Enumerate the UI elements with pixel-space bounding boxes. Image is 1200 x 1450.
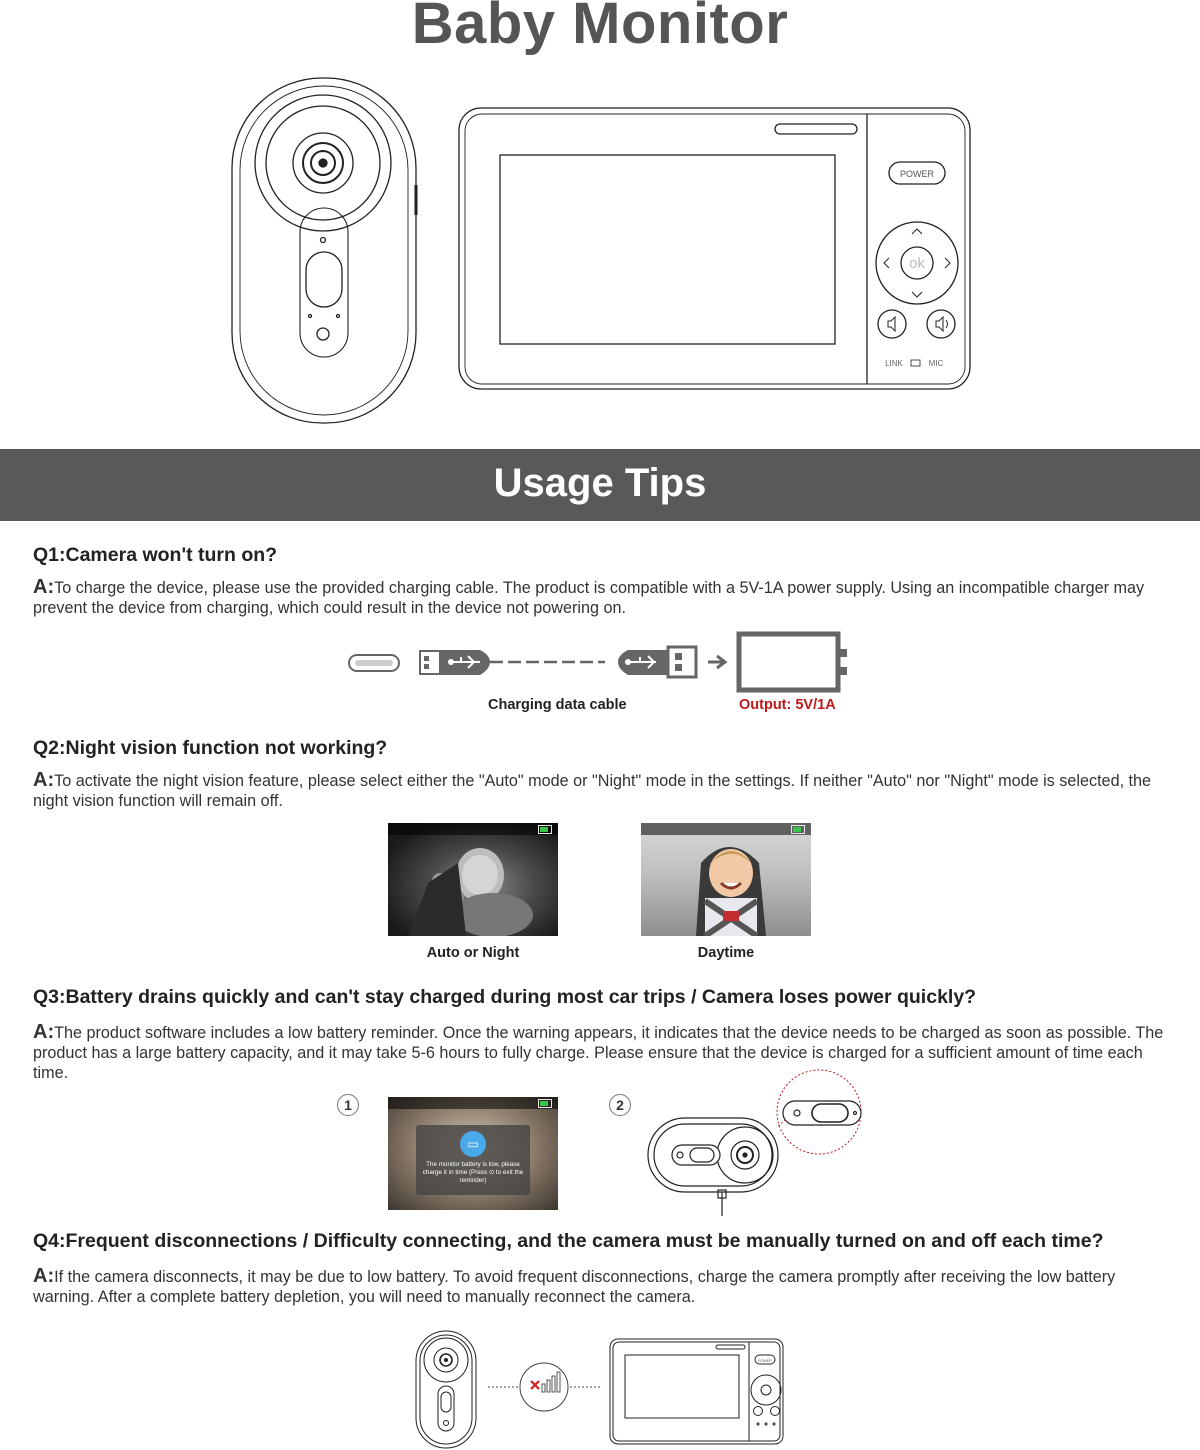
night-caption: Auto or Night (426, 945, 520, 961)
reminder-text: The monitor battery is low, please charge it in time (Press ⊙ to exit the reminder) (422, 1161, 524, 1184)
hero-illustration (0, 70, 1200, 440)
answer-prefix: A: (33, 1265, 55, 1287)
daytime-photo (641, 823, 811, 936)
low-battery-icon: ▭ (460, 1131, 486, 1157)
q4-answer-text: If the camera disconnects, it may be due to low battery. To avoid frequent disconnections, charge the camera promptly after receiving the low battery warning. After a complete battery depletion, you will need to manually reconnect the camera. (33, 1268, 1116, 1306)
step-2-badge: 2 (609, 1094, 631, 1116)
charging-illustration (340, 625, 860, 700)
q2-answer-text: To activate the night vision feature, please select either the "Auto" mode or "Night" mode in the settings. If neither "Auto" nor "Night" mode is selected, the night vision function will remain off. (33, 772, 1152, 810)
camera-icon (648, 1118, 778, 1216)
q2-answer (33, 770, 1173, 811)
camera-power-switch-illustration (640, 1068, 870, 1218)
camera-icon (232, 78, 416, 423)
answer-prefix: A: (33, 576, 55, 598)
usb-plug-icon (618, 647, 696, 677)
cable-caption: Charging data cable (488, 697, 627, 713)
night-vision-photo (388, 823, 558, 936)
volume-up-icon (927, 310, 955, 338)
q1-answer (33, 577, 1173, 618)
banner-title: Usage Tips (493, 461, 707, 505)
disconnection-illustration (410, 1328, 790, 1450)
power-button-label: POWER (758, 1359, 772, 1363)
q2-question: Q2:Night vision function not working? (33, 737, 388, 759)
q1-question: Q1:Camera won't turn on? (33, 544, 278, 566)
q3-question: Q3:Battery drains quickly and can't stay charged during most car trips / Camera loses power quickly? (33, 986, 977, 1008)
usb-c-plug-icon (349, 655, 399, 671)
camera-status-bar (388, 823, 558, 835)
answer-prefix: A: (33, 1021, 55, 1043)
ok-button-label: ok (909, 255, 925, 272)
answer-prefix: A: (33, 769, 55, 791)
power-button-label: POWER (899, 169, 935, 179)
q3-answer (33, 1022, 1173, 1083)
step-1-badge: 1 (337, 1094, 359, 1116)
camera-status-bar (641, 823, 811, 835)
battery-icon (538, 825, 552, 834)
output-caption: Output: 5V/1A (739, 697, 836, 713)
battery-icon (538, 1099, 552, 1108)
low-battery-popup (416, 1125, 530, 1195)
camera-status-bar (388, 1097, 558, 1109)
no-signal-icon (520, 1363, 568, 1411)
page-title: Baby Monitor (411, 0, 789, 56)
usb-plug-icon (420, 650, 490, 675)
q1-answer-text: To charge the device, please use the provided charging cable. The product is compatible with a 5V-1A power supply. Using an incompatible charger may prevent the device from charging, which could result in the device not powering on. (33, 579, 1145, 617)
q4-answer (33, 1266, 1173, 1307)
low-battery-screen (388, 1097, 558, 1210)
monitor-icon (459, 108, 970, 389)
monitor-icon (610, 1339, 783, 1444)
charger-icon (739, 634, 847, 690)
battery-icon (791, 825, 805, 834)
volume-down-icon (878, 310, 906, 338)
usage-tips-banner (0, 449, 1200, 521)
q3-answer-text: The product software includes a low battery reminder. Once the warning appears, it indicates that the device needs to be charged as soon as possible. The product has a large battery capacity, and it may take 5-6 hours to fully charge. Please ensure that the device is charged for a sufficient amount of time each time. (33, 1024, 1164, 1082)
camera-icon (416, 1331, 476, 1448)
day-caption: Daytime (697, 945, 755, 961)
q4-question: Q4:Frequent disconnections / Difficulty connecting, and the camera must be manually turned on and off each time? (33, 1230, 1104, 1252)
mic-label: MIC (928, 359, 944, 368)
link-label: LINK (885, 359, 903, 368)
